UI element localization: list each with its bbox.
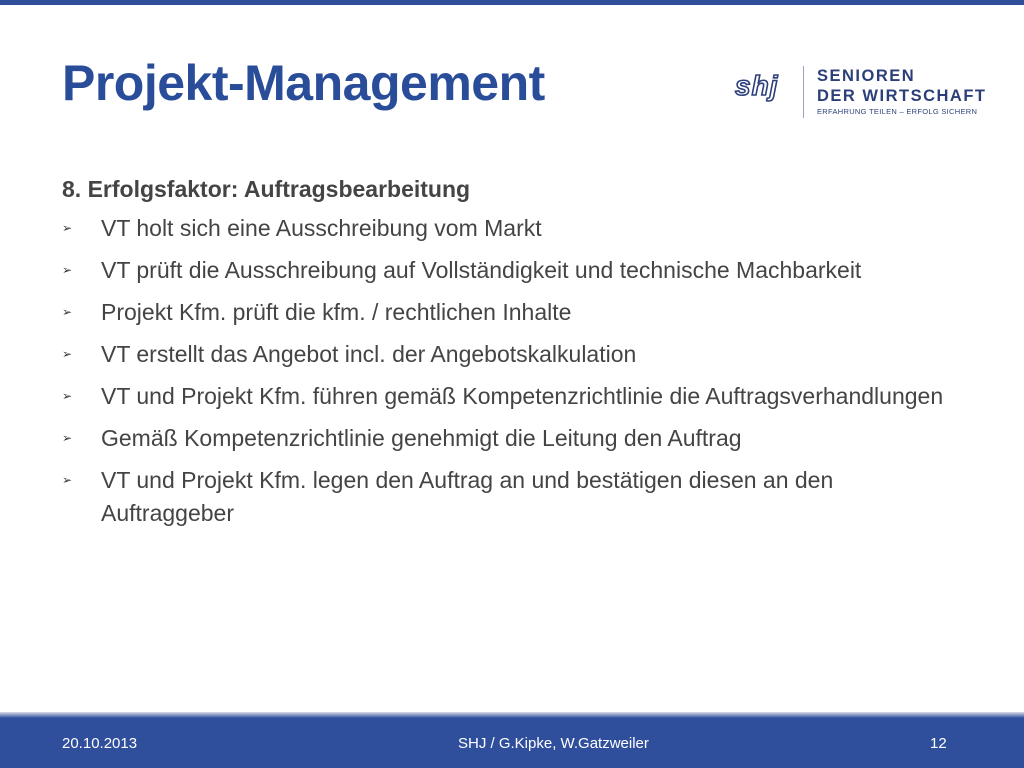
organization-logo: [733, 66, 987, 122]
page-number: 12: [930, 735, 947, 752]
logo-org-line-1: SENIOREN: [817, 67, 916, 85]
bullet-item: [62, 422, 962, 455]
footer-date: 20.10.2013: [62, 735, 138, 752]
footer-author: SHJ / G.Kipke, W.Gatzweiler: [458, 735, 649, 752]
bullet-item: [62, 338, 962, 371]
bullet-list: [62, 212, 962, 530]
logo-divider: [803, 66, 804, 118]
logo-mark-text: shj: [735, 70, 779, 101]
slide-body: [62, 176, 962, 539]
chevron-right-icon: ➢: [62, 430, 73, 445]
logo-org-line-2: DER WIRTSCHAFT: [817, 87, 987, 105]
bullet-text: Projekt Kfm. prüft die kfm. / rechtlichen Inhalte: [101, 298, 572, 325]
bullet-item: [62, 254, 962, 287]
bullet-item: [62, 380, 962, 413]
top-accent-bar: [0, 0, 1024, 5]
section-heading: 8. Erfolgsfaktor: Auftragsbearbeitung: [62, 176, 471, 202]
chevron-right-icon: ➢: [62, 262, 73, 277]
bullet-text: VT und Projekt Kfm. führen gemäß Kompetenzrichtlinie die Auftragsverhandlungen: [101, 382, 944, 409]
chevron-right-icon: ➢: [62, 304, 73, 319]
chevron-right-icon: ➢: [62, 388, 73, 403]
bullet-text: VT erstellt das Angebot incl. der Angebotskalkulation: [101, 340, 637, 367]
chevron-right-icon: ➢: [62, 346, 73, 361]
slide-title: Projekt-Management: [62, 55, 545, 111]
bullet-text: VT holt sich eine Ausschreibung vom Markt: [101, 214, 542, 241]
chevron-right-icon: ➢: [62, 472, 73, 487]
bullet-item: [62, 464, 962, 530]
bullet-text: Gemäß Kompetenzrichtlinie genehmigt die Leitung den Auftrag: [101, 424, 742, 451]
bullet-item: [62, 296, 962, 329]
bullet-text: VT und Projekt Kfm. legen den Auftrag an und bestätigen diesen an den Auftraggeber: [101, 466, 834, 526]
logo-tagline: ERFAHRUNG TEILEN – ERFOLG SICHERN: [817, 107, 978, 116]
bullet-item: [62, 212, 962, 245]
shj-logo-mark-icon: [733, 68, 791, 104]
chevron-right-icon: ➢: [62, 220, 73, 235]
footer-stripe: [0, 712, 1024, 718]
bullet-text: VT prüft die Ausschreibung auf Vollständigkeit und technische Machbarkeit: [101, 256, 862, 283]
slide-footer: [0, 712, 1024, 768]
